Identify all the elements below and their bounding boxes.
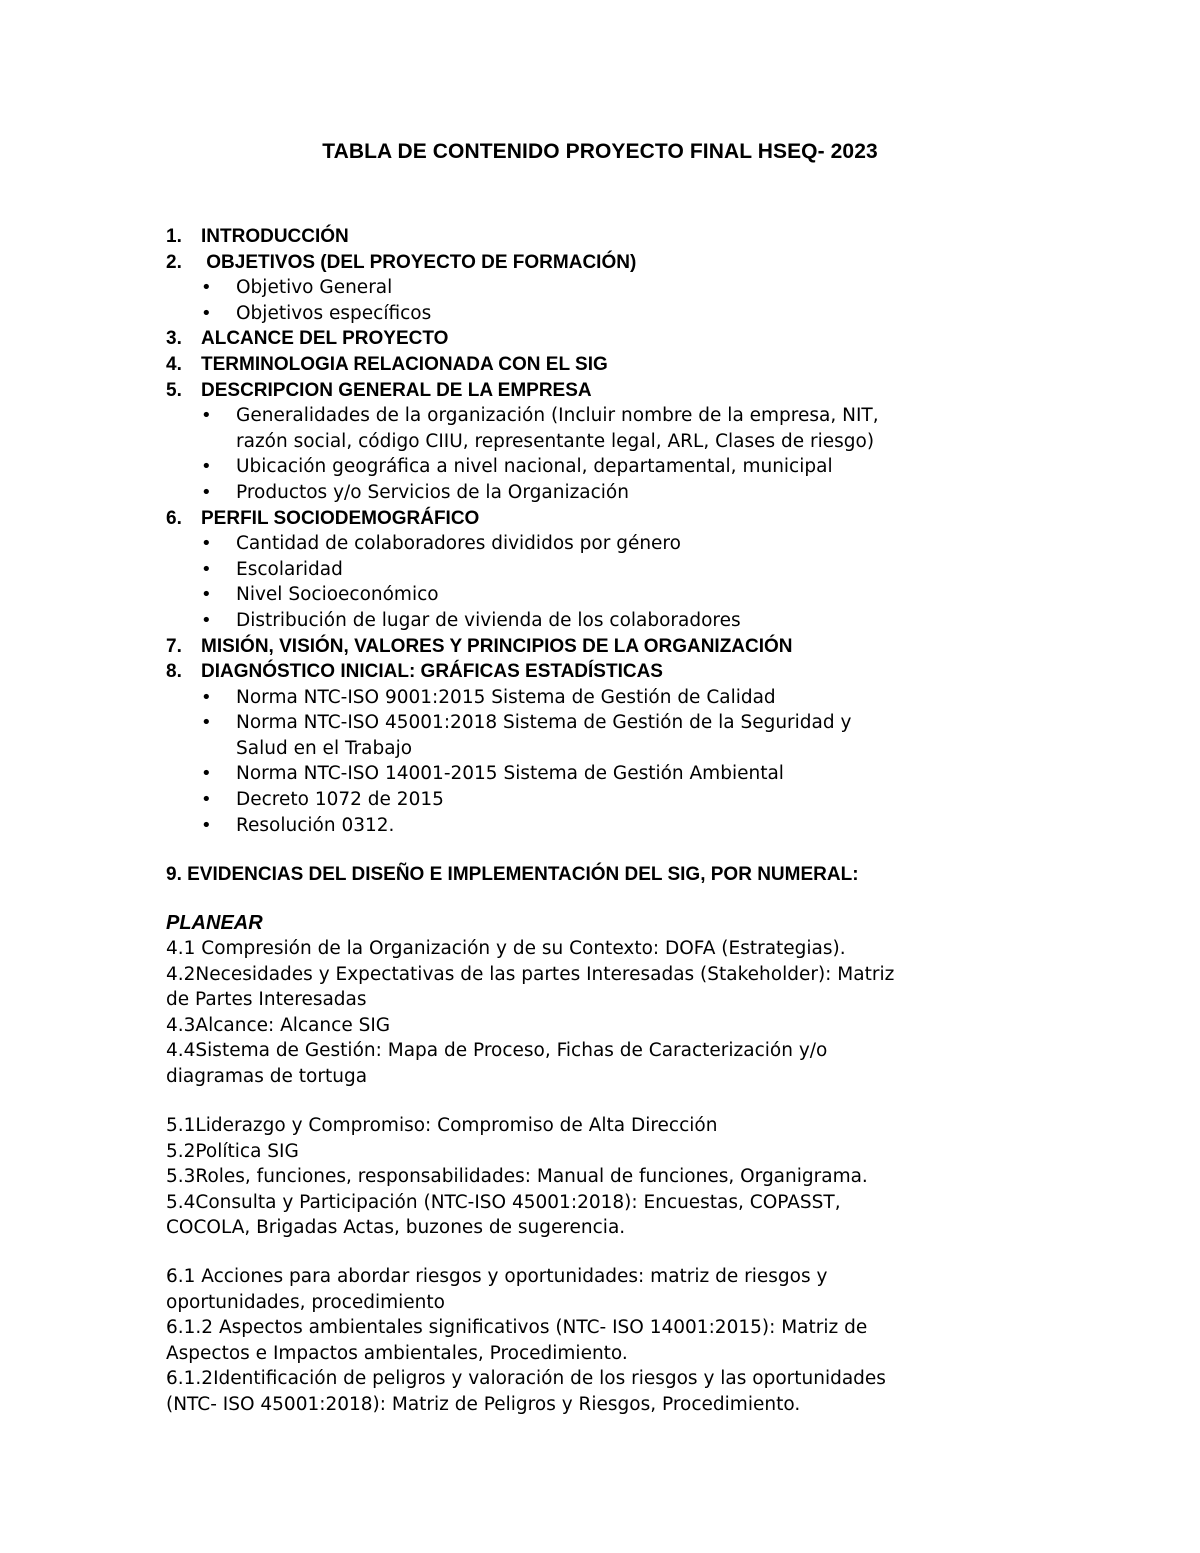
bullet-text: Generalidades de la organización (Incluir nombre de la empresa, NIT, xyxy=(236,405,879,427)
bullet-text: Norma NTC-ISO 9001:2015 Sistema de Gestión de Calidad xyxy=(236,686,776,708)
paragraph-line: 6.1.2Identificación de peligros y valoración de los riesgos y las oportunidades xyxy=(166,1368,886,1389)
paragraph-line: 4.2Necesidades y Expectativas de las partes Interesadas (Stakeholder): Matriz xyxy=(166,963,895,985)
toc-number: 6. xyxy=(166,507,182,529)
toc-bullet xyxy=(166,403,1046,429)
bullet-text: Distribución de lugar de vivienda de los colaboradores xyxy=(236,609,741,631)
toc-item-perfil xyxy=(166,506,1046,532)
bullet-text: Ubicación geográfica a nivel nacional, departamental, municipal xyxy=(236,456,833,478)
paragraph-line: oportunidades, procedimiento xyxy=(166,1291,445,1313)
toc-bullet-continuation xyxy=(166,429,1046,455)
toc-number: 4. xyxy=(166,353,182,375)
clause-6-block xyxy=(166,1264,1046,1417)
bullet-text: Norma NTC-ISO 14001-2015 Sistema de Gestión Ambiental xyxy=(236,763,784,785)
bullet-icon: • xyxy=(201,405,212,427)
toc-bullet xyxy=(166,761,1046,787)
bullet-text: Nivel Socioeconómico xyxy=(236,584,439,606)
bullet-text: Resolución 0312. xyxy=(236,814,395,836)
toc-item-descripcion xyxy=(166,378,1046,404)
bullet-text: Cantidad de colaboradores divididos por género xyxy=(236,533,681,555)
bullet-icon: • xyxy=(201,584,212,606)
bullet-icon: • xyxy=(201,456,212,478)
paragraph-line: 6.1 Acciones para abordar riesgos y oportunidades: matriz de riesgos y xyxy=(166,1266,828,1287)
paragraph-line: (NTC- ISO 45001:2018): Matriz de Peligros y Riesgos, Procedimiento. xyxy=(166,1393,801,1415)
toc-bullet xyxy=(166,557,1046,583)
bullet-icon: • xyxy=(201,302,212,324)
bullet-text: Objetivos específicos xyxy=(236,302,432,324)
bullet-icon: • xyxy=(201,712,212,734)
planear-heading: PLANEAR xyxy=(166,912,263,934)
bullet-icon: • xyxy=(201,814,212,836)
toc-number: 1. xyxy=(166,226,182,247)
toc-bullet xyxy=(166,301,1046,327)
toc-label: OBJETIVOS (DEL PROYECTO DE FORMACIÓN) xyxy=(201,251,637,273)
paragraph-line: 4.4Sistema de Gestión: Mapa de Proceso, Fichas de Caracterización y/o xyxy=(166,1040,828,1061)
paragraph-line: Aspectos e Impactos ambientales, Procedimiento. xyxy=(166,1342,628,1364)
bullet-icon: • xyxy=(201,609,212,631)
bullet-text: Objetivo General xyxy=(236,277,393,299)
paragraph-line: 4.1 Compresión de la Organización y de su Contexto: DOFA (Estrategias). xyxy=(166,938,846,959)
toc-item-objetivos xyxy=(166,250,1046,276)
paragraph-line: 5.4Consulta y Participación (NTC-ISO 45001:2018): Encuestas, COPASST, xyxy=(166,1191,841,1213)
paragraph-line: 4.3Alcance: Alcance SIG xyxy=(166,1014,391,1036)
toc-number: 8. xyxy=(166,661,182,683)
bullet-text: Salud en el Trabajo xyxy=(236,737,413,759)
toc-bullet xyxy=(166,608,1046,634)
toc-item-alcance xyxy=(166,326,1046,352)
toc-number: 2. xyxy=(166,251,182,273)
paragraph-line: COCOLA, Brigadas Actas, buzones de sugerencia. xyxy=(166,1217,626,1238)
paragraph-line: 5.1Liderazgo y Compromiso: Compromiso de Alta Dirección xyxy=(166,1115,718,1136)
bullet-text: Escolaridad xyxy=(236,558,343,580)
bullet-icon: • xyxy=(201,686,212,708)
toc-bullet xyxy=(166,685,1046,711)
bullet-icon: • xyxy=(201,481,212,503)
bullet-icon: • xyxy=(201,533,212,555)
bullet-text: Decreto 1072 de 2015 xyxy=(236,789,444,811)
bullet-icon: • xyxy=(201,558,212,580)
bullet-icon: • xyxy=(201,763,212,785)
toc-label: PERFIL SOCIODEMOGRÁFICO xyxy=(201,507,480,529)
toc-bullet xyxy=(166,454,1046,480)
toc-number: 3. xyxy=(166,328,182,350)
toc-label: ALCANCE DEL PROYECTO xyxy=(201,328,449,350)
toc-item-terminologia xyxy=(166,352,1046,378)
bullet-text: Norma NTC-ISO 45001:2018 Sistema de Gestión de la Seguridad y xyxy=(236,712,852,734)
toc-number: 7. xyxy=(166,635,182,657)
bullet-icon: • xyxy=(201,789,212,811)
document-title: TABLA DE CONTENIDO PROYECTO FINAL HSEQ- 2023 xyxy=(322,140,878,163)
toc-label: TERMINOLOGIA RELACIONADA CON EL SIG xyxy=(201,353,608,375)
toc-bullet xyxy=(166,787,1046,813)
section-9-heading: 9. EVIDENCIAS DEL DISEÑO E IMPLEMENTACIÓN DEL SIG, POR NUMERAL: xyxy=(166,864,859,885)
toc-label: DIAGNÓSTICO INICIAL: GRÁFICAS ESTADÍSTICAS xyxy=(201,661,663,683)
paragraph-line: 6.1.2 Aspectos ambientales significativos (NTC- ISO 14001:2015): Matriz de xyxy=(166,1317,868,1338)
table-of-contents xyxy=(166,224,1046,838)
bullet-text: razón social, código CIIU, representante legal, ARL, Clases de riesgo) xyxy=(236,430,875,452)
toc-item-mision xyxy=(166,634,1046,660)
toc-label: INTRODUCCIÓN xyxy=(201,226,349,247)
toc-number: 5. xyxy=(166,379,182,401)
toc-bullet-continuation xyxy=(166,736,1046,762)
paragraph-line: 5.3Roles, funciones, responsabilidades: Manual de funciones, Organigrama. xyxy=(166,1166,868,1187)
bullet-icon: • xyxy=(201,277,212,299)
toc-label: DESCRIPCION GENERAL DE LA EMPRESA xyxy=(201,379,592,401)
paragraph-line: de Partes Interesadas xyxy=(166,989,367,1010)
toc-item-introduccion xyxy=(166,224,1046,250)
clause-5-block xyxy=(166,1113,1046,1241)
toc-bullet xyxy=(166,582,1046,608)
toc-label: MISIÓN, VISIÓN, VALORES Y PRINCIPIOS DE LA ORGANIZACIÓN xyxy=(201,635,793,657)
toc-bullet xyxy=(166,275,1046,301)
paragraph-line: diagramas de tortuga xyxy=(166,1065,368,1087)
clause-4-block xyxy=(166,936,1046,1089)
toc-item-diagnostico xyxy=(166,659,1046,685)
toc-bullet xyxy=(166,813,1046,839)
toc-bullet xyxy=(166,710,1046,736)
toc-bullet xyxy=(166,480,1046,506)
toc-bullet xyxy=(166,531,1046,557)
paragraph-line: 5.2Política SIG xyxy=(166,1140,299,1162)
bullet-text: Productos y/o Servicios de la Organización xyxy=(236,481,629,503)
